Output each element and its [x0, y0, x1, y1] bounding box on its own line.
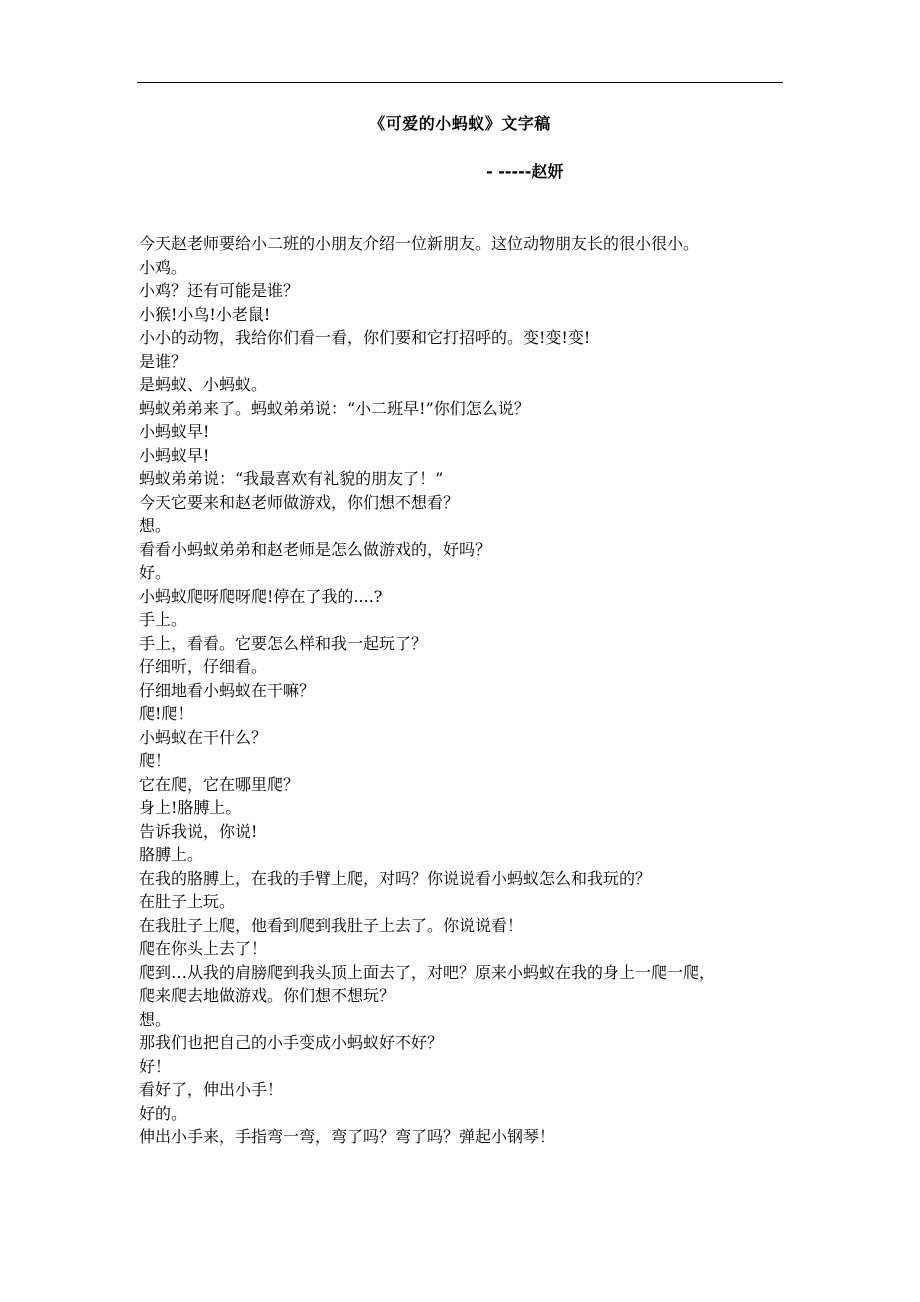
text-line: 小鸡。	[139, 257, 188, 277]
text-line: 小鸡？还有可能是谁？	[139, 281, 300, 300]
text-line: 仔细听，仔细看。	[139, 657, 268, 676]
text-line: 好。	[139, 563, 172, 582]
text-line: 身上!胳膊上。	[139, 798, 242, 817]
document-body	[139, 232, 789, 1149]
text-line: 小猴!小鸟!小老鼠!	[139, 304, 271, 324]
text-line: 蚂蚁弟弟来了。蚂蚁弟弟说：“小二班早!”你们怎么说？	[139, 398, 530, 418]
text-line: 在我的胳膊上，在我的手臂上爬，对吗？你说说看小蚂蚁怎么和我玩的？	[139, 868, 652, 888]
text-line: 那我们也把自己的小手变成小蚂蚁好不好？	[139, 1033, 444, 1052]
text-line: 蚂蚁弟弟说：“我最喜欢有礼貌的朋友了！”	[139, 469, 444, 488]
text-line: 小蚂蚁爬呀爬呀爬!停在了我的....?	[139, 586, 383, 606]
text-line: 它在爬，它在哪里爬？	[139, 774, 300, 794]
text-line: 在我肚子上爬，他看到爬到我肚子上去了。你说说看！	[139, 915, 524, 935]
text-line: 想。	[139, 1009, 172, 1029]
document-author: - -----赵妍	[486, 162, 564, 181]
text-line: 胳膊上。	[139, 845, 204, 864]
document-title: 《可爱的小蚂蚁》文字稿	[369, 114, 551, 133]
text-line: 爬来爬去地做游戏。你们想不想玩？	[139, 986, 396, 1005]
text-line: 爬在你头上去了！	[139, 939, 268, 958]
text-line: 仔细地看小蚂蚁在干嘛？	[139, 680, 316, 700]
text-line: 今天赵老师要给小二班的小朋友介绍一位新朋友。这位动物朋友长的很小很小。	[139, 234, 700, 253]
text-line: 是蚂蚁、小蚂蚁。	[139, 375, 268, 394]
text-line: 爬!爬！	[139, 704, 194, 723]
header-rule	[137, 82, 783, 83]
text-line: 伸出小手来，手指弯一弯，弯了吗？弯了吗？弹起小钢琴！	[139, 1127, 556, 1146]
text-line: 爬到…从我的肩膀爬到我头顶上面去了，对吧？原来小蚂蚁在我的身上一爬一爬，	[139, 962, 716, 982]
text-line: 今天它要来和赵老师做游戏，你们想不想看？	[139, 492, 460, 512]
text-line: 小小的动物，我给你们看一看，你们要和它打招呼的。变!变!变!	[139, 328, 591, 347]
text-line: 好的。	[139, 1103, 188, 1123]
text-line: 手上。	[139, 610, 188, 629]
text-line: 手上，看看。它要怎么样和我一起玩了？	[139, 633, 428, 653]
text-line: 小蚂蚁早!	[139, 422, 210, 441]
text-line: 在肚子上玩。	[139, 892, 236, 911]
text-line: 看看小蚂蚁弟弟和赵老师是怎么做游戏的，好吗？	[139, 539, 492, 559]
text-line: 小蚂蚁早!	[139, 445, 210, 465]
text-line: 是谁？	[139, 351, 188, 371]
text-line: 小蚂蚁在干什么？	[139, 727, 268, 747]
text-line: 想。	[139, 516, 172, 535]
text-line: 好！	[139, 1056, 172, 1076]
text-line: 告诉我说，你说!	[139, 821, 258, 841]
text-line: 爬！	[139, 751, 172, 770]
text-line: 看好了，伸出小手！	[139, 1080, 284, 1099]
